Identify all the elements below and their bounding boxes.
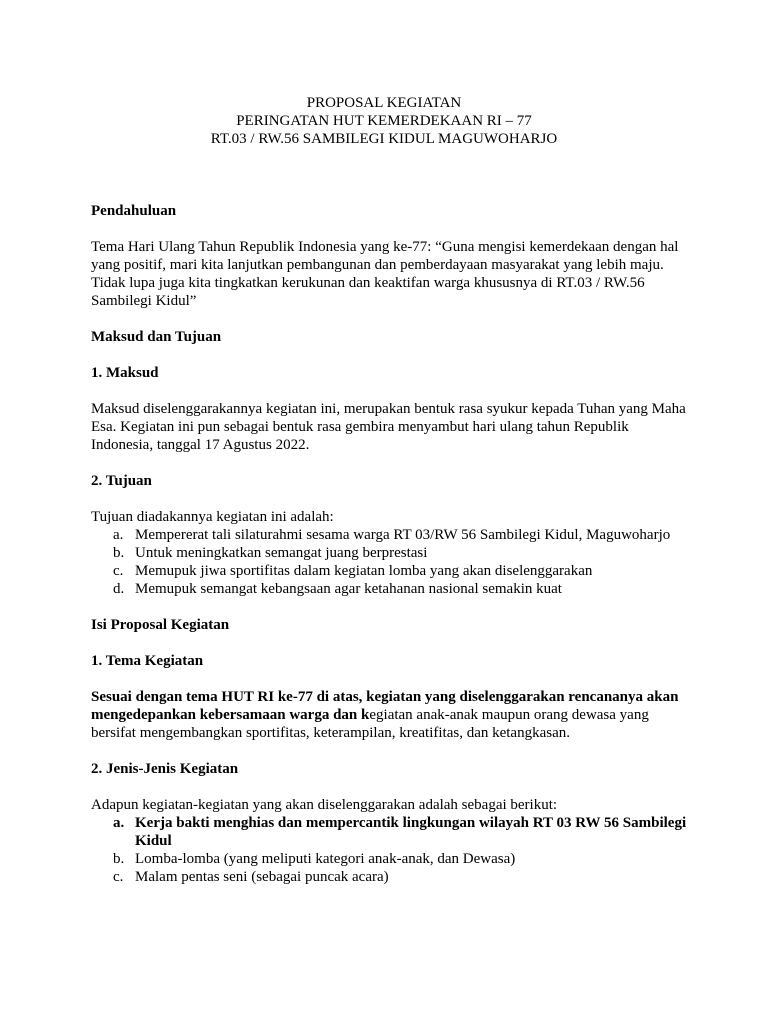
subheading-jenis-kegiatan: 2. Jenis-Jenis Kegiatan (91, 761, 239, 777)
list-item-text: Memupuk semangat kebangsaan agar ketahanan nasional semakin kuat (135, 581, 562, 597)
list-item-text: Untuk meningkatkan semangat juang berprestasi (135, 545, 428, 561)
subheading-tujuan: 2. Tujuan (91, 473, 152, 489)
list-item (91, 562, 691, 580)
tema-bold-text: Sesuai dengan tema HUT RI ke-77 di atas, kegiatan yang diselenggarakan rencananya akan mengedepankan kebersamaan warga dan k (91, 689, 679, 723)
list-marker: b. (113, 851, 125, 867)
list-item-text: Lomba-lomba (yang meliputi kategori anak-anak, dan Dewasa) (135, 851, 516, 867)
subheading-maksud: 1. Maksud (91, 365, 159, 381)
document-title (91, 94, 677, 148)
jenis-intro: Adapun kegiatan-kegiatan yang akan diselenggarakan adalah sebagai berikut: (91, 797, 558, 813)
list-marker: a. (113, 815, 125, 831)
list-item (91, 544, 691, 562)
tujuan-list (91, 526, 691, 598)
list-marker: a. (113, 527, 124, 543)
title-line-1: PROPOSAL KEGIATAN (306, 95, 462, 111)
list-item-text: Mempererat tali silaturahmi sesama warga RT 03/RW 56 Sambilegi Kidul, Maguwoharjo (135, 527, 671, 543)
pendahuluan-paragraph: Tema Hari Ulang Tahun Republik Indonesia yang ke-77: “Guna mengisi kemerdekaan dengan hal yang positif, mari kita lanjutkan pembangunan dan pemberdayaan masyarakat yang lebih maju. Tidak lupa juga kita tingkatkan kerukunan dan keaktifan warga khususnya di RT.03 / RW.56 Sambilegi Kidul” (91, 239, 679, 309)
tema-regular-text: egiatan anak-anak maupun orang dewasa yang bersifat mengembangkan sportifitas, keterampilan, kreatifitas, dan ketangkasan. (91, 707, 649, 741)
list-item (91, 850, 691, 868)
section-heading-maksud-tujuan: Maksud dan Tujuan (91, 329, 222, 345)
section-heading-isi: Isi Proposal Kegiatan (91, 617, 230, 633)
maksud-paragraph: Maksud diselenggarakannya kegiatan ini, merupakan bentuk rasa syukur kepada Tuhan yang Maha Esa. Kegiatan ini pun sebagai bentuk rasa gembira menyambut hari ulang tahun Republik Indonesia, tanggal 17 Agustus 2022. (91, 401, 686, 453)
tujuan-intro: Tujuan diadakannya kegiatan ini adalah: (91, 509, 334, 525)
list-item (91, 814, 691, 850)
list-item-text: Malam pentas seni (sebagai puncak acara) (135, 869, 389, 885)
list-marker: b. (113, 545, 125, 561)
list-marker: d. (113, 581, 125, 597)
list-marker: c. (113, 563, 124, 579)
title-line-2: PERINGATAN HUT KEMERDEKAAN RI – 77 (236, 113, 532, 129)
title-line-3: RT.03 / RW.56 SAMBILEGI KIDUL MAGUWOHARJO (210, 131, 558, 147)
list-item (91, 868, 691, 886)
list-item-text: Memupuk jiwa sportifitas dalam kegiatan lomba yang akan diselenggarakan (135, 563, 593, 579)
subheading-tema-kegiatan: 1. Tema Kegiatan (91, 653, 204, 669)
document-page (91, 94, 691, 886)
list-item-text: Kerja bakti menghias dan mempercantik lingkungan wilayah RT 03 RW 56 Sambilegi Kidul (135, 815, 687, 849)
list-item (91, 526, 691, 544)
tema-paragraph (91, 688, 691, 742)
list-item (91, 580, 691, 598)
list-marker: c. (113, 869, 124, 885)
jenis-list (91, 814, 691, 886)
section-heading-pendahuluan: Pendahuluan (91, 203, 177, 219)
